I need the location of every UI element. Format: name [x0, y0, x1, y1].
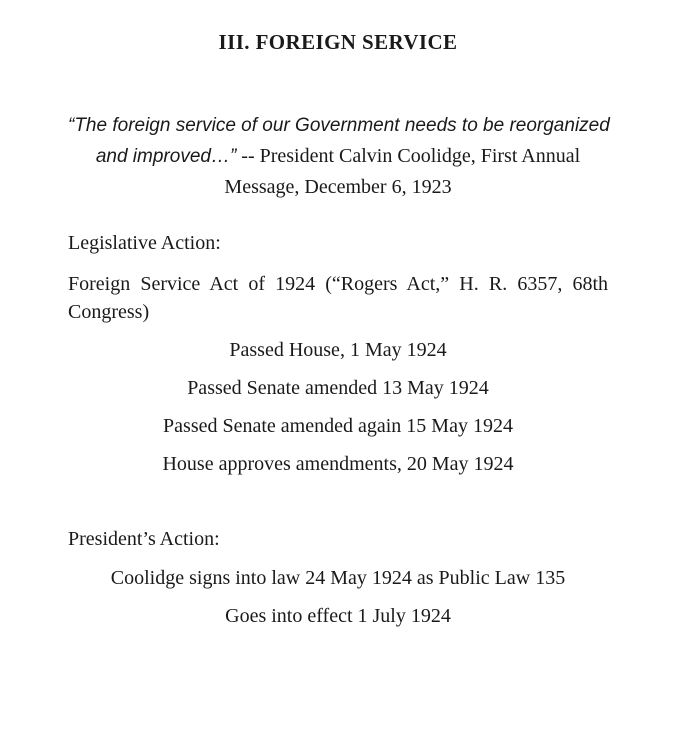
president-event-goes-into-effect: Goes into effect 1 July 1924 [225, 605, 451, 627]
legislative-event-house-approves: House approves amendments, 20 May 1924 [162, 453, 514, 475]
quote-attribution: -- President Calvin Coolidge, First Annual [236, 145, 581, 167]
quote-italic-text: “The foreign service of our Government needs to be reorganized [68, 115, 610, 136]
presidents-action-heading: President’s Action: [68, 528, 220, 550]
quote-block [68, 110, 608, 202]
quote-italic-text: and improved…” [95, 146, 237, 167]
legislative-event-passed-senate-amended: Passed Senate amended 13 May 1924 [187, 377, 489, 399]
quote-line-3 [68, 172, 608, 202]
legislative-action-heading: Legislative Action: [68, 232, 221, 254]
president-event-signs-into-law: Coolidge signs into law 24 May 1924 as Public Law 135 [110, 567, 566, 589]
quote-line-1 [68, 110, 608, 141]
quote-attribution: Message, December 6, 1923 [224, 176, 452, 198]
page-title: III. FOREIGN SERVICE [218, 30, 458, 54]
foreign-service-act-paragraph: Foreign Service Act of 1924 (“Rogers Act,” H. R. 6357, 68th Congress) [68, 273, 608, 323]
legislative-event-passed-house: Passed House, 1 May 1924 [229, 339, 447, 361]
quote-line-2 [68, 141, 608, 172]
legislative-event-passed-senate-amended-again: Passed Senate amended again 15 May 1924 [163, 415, 513, 437]
